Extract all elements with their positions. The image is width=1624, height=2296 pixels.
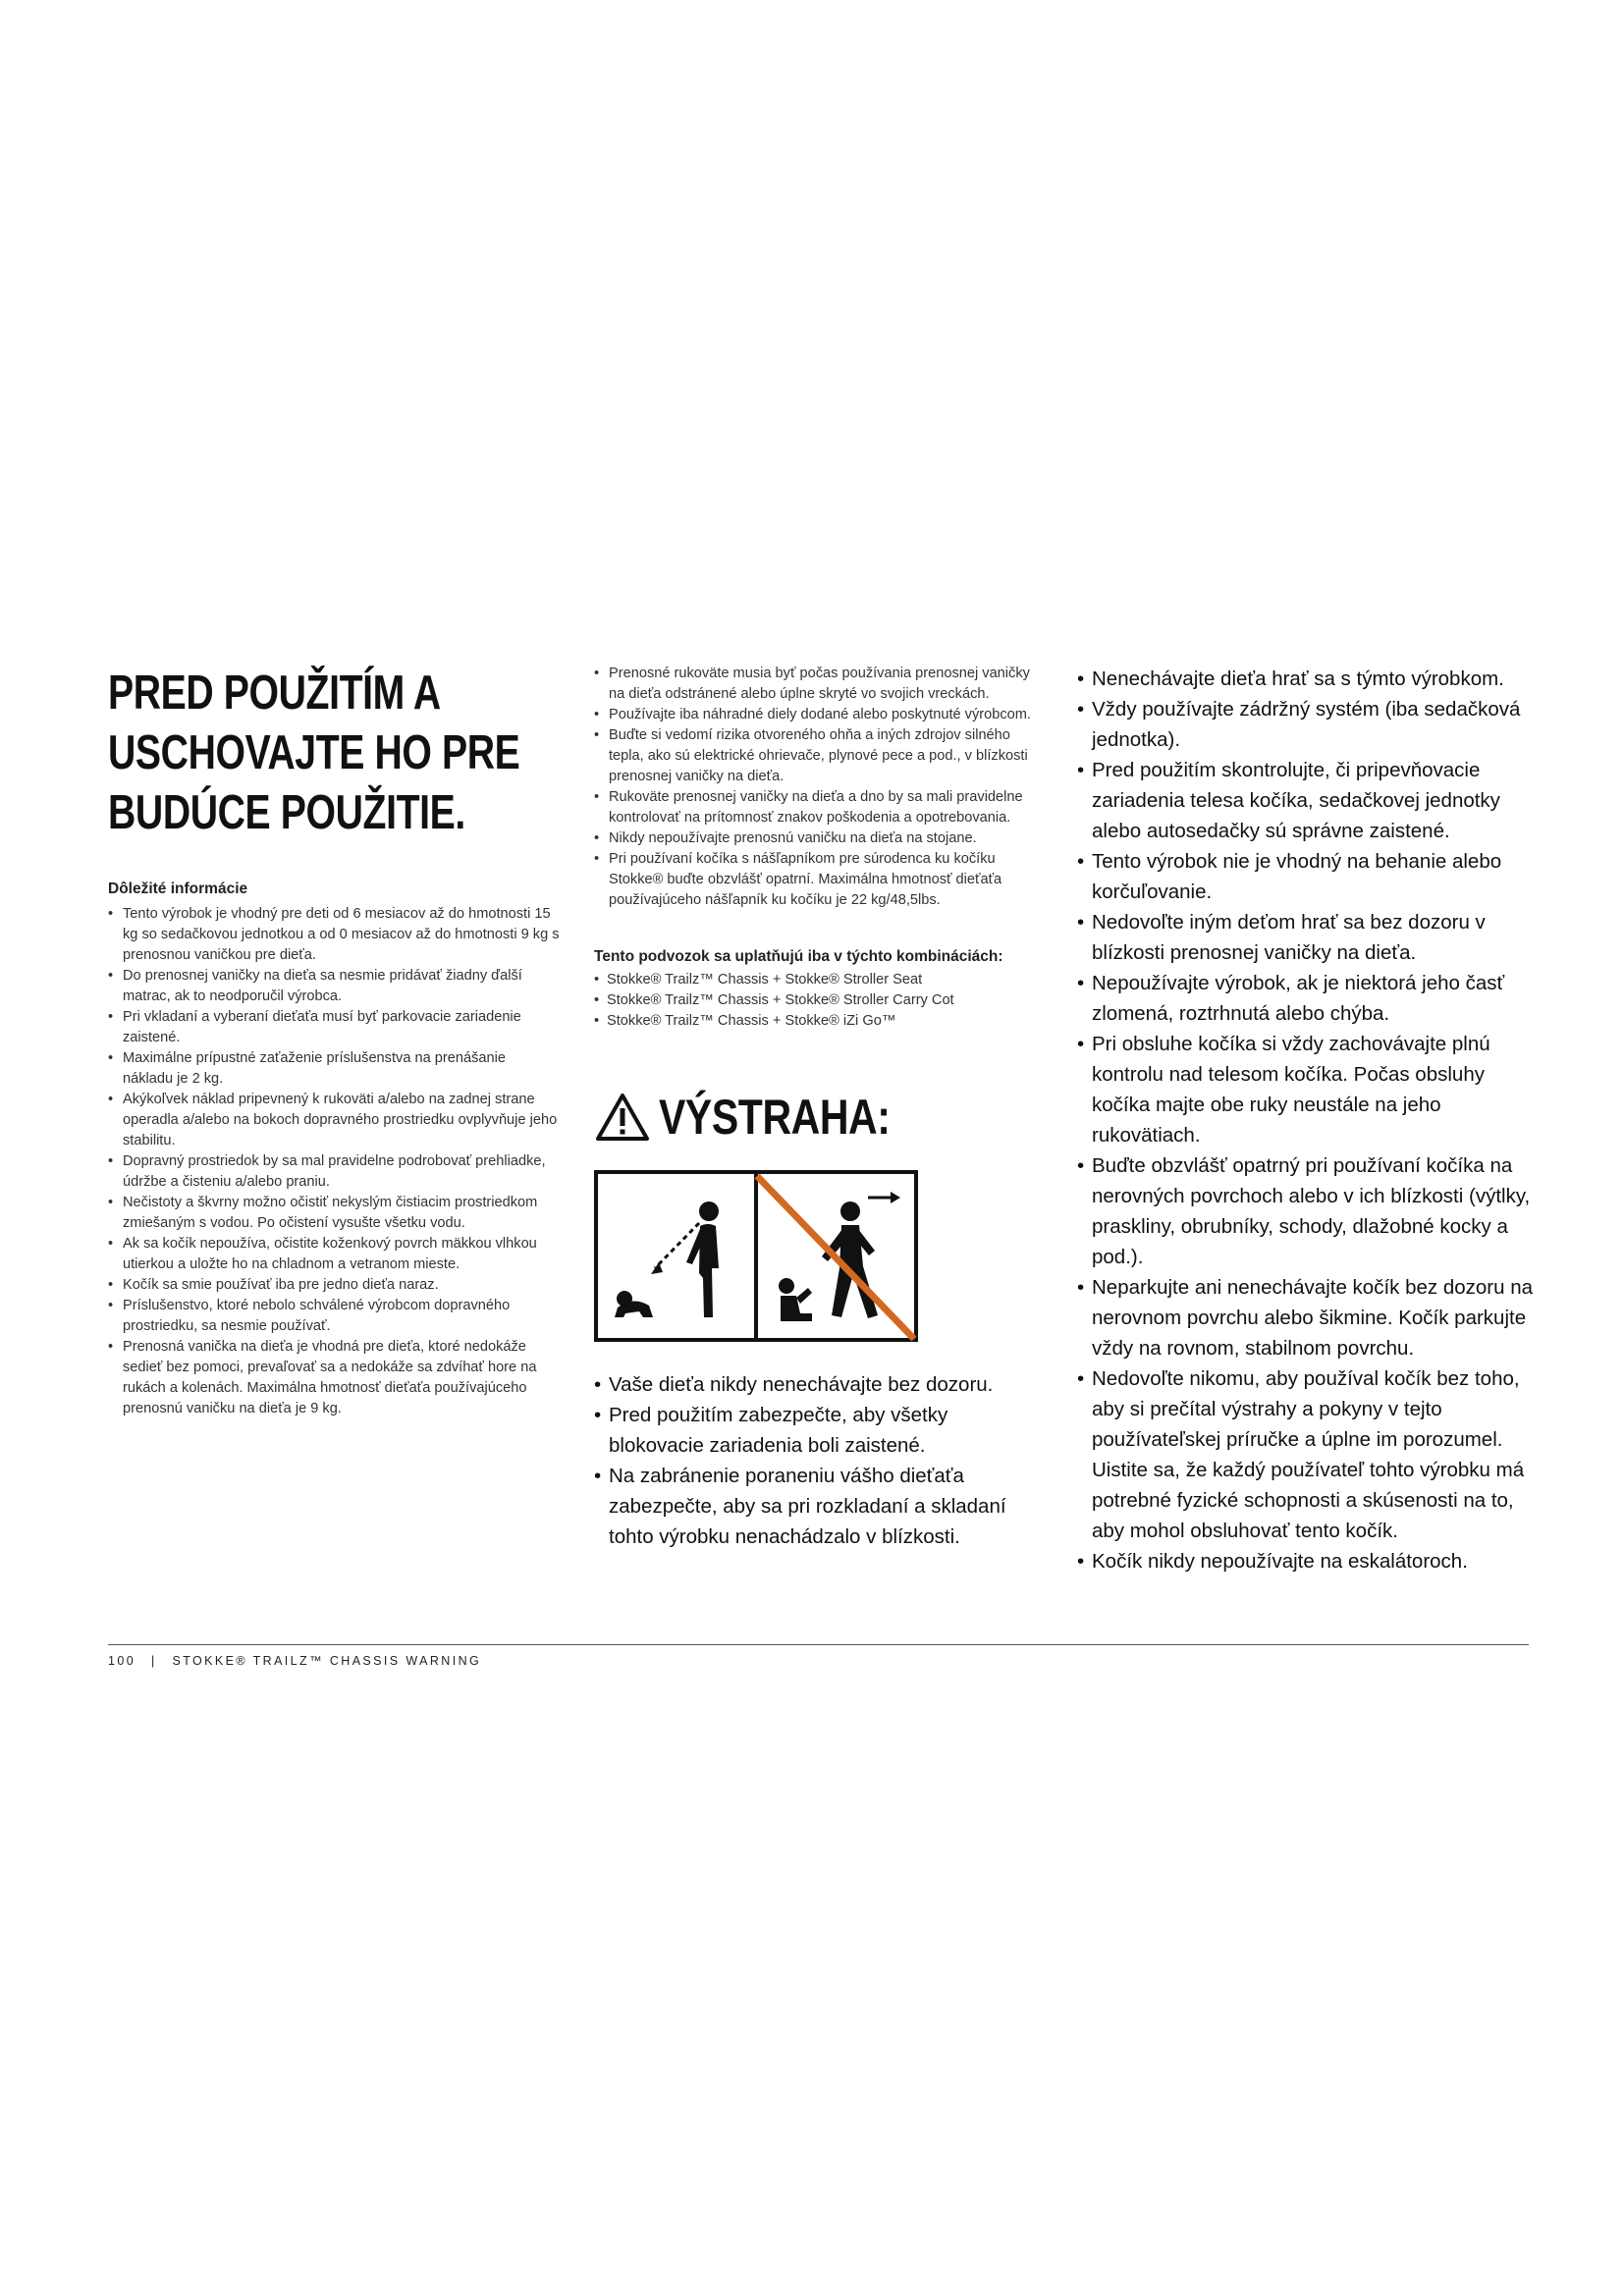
page-title: PRED POUŽITÍM A USCHOVAJTE HO PRE BUDÚCE POUŽITIE. (108, 667, 520, 839)
list-item: • Vaše dieťa nikdy nenechávajte bez dozoru. (594, 1369, 1046, 1400)
list-item: • Pri vkladaní a vyberaní dieťaťa musí byť parkovacie zariadenie zaistené. (108, 1007, 560, 1048)
page-number: 100 (108, 1654, 136, 1668)
footer-separator: | (150, 1654, 157, 1668)
list-item: • Rukoväte prenosnej vaničky na dieťa a dno by sa mali pravidelne kontrolovať na prítomnosť znakov poškodenia a opotrebovania. (594, 787, 1046, 828)
column-1 (108, 664, 560, 1419)
warning-title: VÝSTRAHA: (659, 1090, 891, 1145)
warning-triangle-icon (594, 1092, 651, 1143)
list-item: • Stokke® Trailz™ Chassis + Stokke® Stroller Seat (594, 970, 1046, 990)
list-item: • Do prenosnej vaničky na dieťa sa nesmie pridávať žiadny ďalší matrac, ak to neodporučil výrobca. (108, 966, 560, 1007)
list-item: • Tento výrobok nie je vhodný na behanie alebo korčuľovanie. (1077, 846, 1539, 907)
list-item: • Buďte obzvlášť opatrný pri používaní kočíka na nerovných povrchoch alebo v ich blízkosti (výtlky, praskliny, obrubníky, schody, dlažobné kocky a pod.). (1077, 1150, 1539, 1272)
warning-list-continued (1077, 664, 1539, 1576)
list-item: • Nedovoľte iným deťom hrať sa bez dozoru v blízkosti prenosnej vaničky na dieťa. (1077, 907, 1539, 968)
list-item: • Akýkoľvek náklad pripevnený k rukoväti a/alebo na zadnej strane operadla a/alebo na bokoch dopravného prostriedku ovplyvňuje jeho stabilitu. (108, 1090, 560, 1151)
list-item: • Stokke® Trailz™ Chassis + Stokke® Stroller Carry Cot (594, 990, 1046, 1011)
list-item: • Nepoužívajte výrobok, ak je niektorá jeho časť zlomená, roztrhnutá alebo chýba. (1077, 968, 1539, 1029)
list-item: • Nikdy nepoužívajte prenosnú vaničku na dieťa na stojane. (594, 828, 1046, 849)
important-info-list (108, 904, 560, 1419)
important-info-heading: Dôležité informácie (108, 881, 248, 897)
list-item: • Nečistoty a škvrny možno očistiť nekyslým čistiacim prostriedkom zmiešaným s vodou. Po očistení vysušte všetku vodu. (108, 1193, 560, 1234)
list-item: • Stokke® Trailz™ Chassis + Stokke® iZi Go™ (594, 1011, 1046, 1032)
list-item: • Prenosné rukoväte musia byť počas používania prenosnej vaničky na dieťa odstránené alebo úplne skryté vo svojich vreckách. (594, 664, 1046, 705)
list-item: • Nedovoľte nikomu, aby používal kočík bez toho, aby si prečítal výstrahy a pokyny v tejto používateľskej príručke a úplne im porozumel. Uistite sa, že každý používateľ tohto výrobku má potrebné fyzické schopnosti a skúsenosti na to, aby mohol obsluhovať tento kočík. (1077, 1363, 1539, 1546)
list-item: • Pri obsluhe kočíka si vždy zachovávajte plnú kontrolu nad telesom kočíka. Počas obsluhy kočíka majte obe ruky neustále na jeho rukovätiach. (1077, 1029, 1539, 1150)
footer-divider (108, 1644, 1529, 1645)
footer-title: STOKKE® TRAILZ™ CHASSIS WARNING (172, 1654, 482, 1668)
combinations-list (594, 970, 1046, 1032)
column-3 (1077, 664, 1539, 1576)
info-list-continued (594, 664, 1046, 911)
list-item: • Dopravný prostriedok by sa mal pravidelne podrobovať prehliadke, údržbe a čisteniu a/alebo praniu. (108, 1151, 560, 1193)
list-item: • Prenosná vanička na dieťa je vhodná pre dieťa, ktoré nedokáže sedieť bez pomoci, prevaľovať sa a nedokáže sa zdvíhať hore na rukách a kolenách. Maximálna hmotnosť dieťaťa používajúceho prenosnú vaničku na dieťa je 9 kg. (108, 1337, 560, 1419)
list-item: • Kočík sa smie používať iba pre jedno dieťa naraz. (108, 1275, 560, 1296)
list-item: • Nenechávajte dieťa hrať sa s týmto výrobkom. (1077, 664, 1539, 694)
list-item: • Buďte si vedomí rizika otvoreného ohňa a iných zdrojov silného tepla, ako sú elektrické ohrievače, plynové pece a pod., v blízkosti prenosnej vaničky na dieťa. (594, 725, 1046, 787)
list-item: • Vždy používajte zádržný systém (iba sedačková jednotka). (1077, 694, 1539, 755)
warning-heading (594, 1087, 1046, 1148)
warning-list (594, 1369, 1046, 1552)
list-item: • Na zabránenie poraneniu vášho dieťaťa zabezpečte, aby sa pri rozkladaní a skladaní tohto výrobku nenachádzalo v blízkosti. (594, 1461, 1046, 1552)
list-item: • Tento výrobok je vhodný pre deti od 6 mesiacov až do hmotnosti 15 kg so sedačkovou jednotkou a od 0 mesiacov až do hmotnosti 9 kg s prenosnou vaničkou pre dieťa. (108, 904, 560, 966)
unattended-child-pictogram (594, 1170, 918, 1342)
list-item: • Neparkujte ani nenechávajte kočík bez dozoru na nerovnom povrchu alebo šikmine. Kočík parkujte vždy na rovnom, stabilnom povrchu. (1077, 1272, 1539, 1363)
list-item: • Používajte iba náhradné diely dodané alebo poskytnuté výrobcom. (594, 705, 1046, 725)
list-item: • Ak sa kočík nepoužíva, očistite koženkový povrch mäkkou vlhkou utierkou a uložte ho na chladnom a vetranom mieste. (108, 1234, 560, 1275)
list-item: • Kočík nikdy nepoužívajte na eskalátoroch. (1077, 1546, 1539, 1576)
list-item: • Maximálne prípustné zaťaženie príslušenstva na prenášanie nákladu je 2 kg. (108, 1048, 560, 1090)
list-item: • Pri používaní kočíka s nášľapníkom pre súrodenca ku kočíku Stokke® buďte obzvlášť opatrní. Maximálna hmotnosť dieťaťa používajúceho nášľapník ku kočíku je 22 kg/48,5lbs. (594, 849, 1046, 911)
page-footer (108, 1654, 481, 1668)
column-2 (594, 664, 1046, 1552)
list-item: • Pred použitím skontrolujte, či pripevňovacie zariadenia telesa kočíka, sedačkovej jednotky alebo autosedačky sú správne zaistené. (1077, 755, 1539, 846)
combinations-heading: Tento podvozok sa uplatňujú iba v týchto kombináciách: (594, 948, 1003, 965)
list-item: • Pred použitím zabezpečte, aby všetky blokovacie zariadenia boli zaistené. (594, 1400, 1046, 1461)
list-item: • Príslušenstvo, ktoré nebolo schválené výrobcom dopravného prostriedku, sa nesmie používať. (108, 1296, 560, 1337)
